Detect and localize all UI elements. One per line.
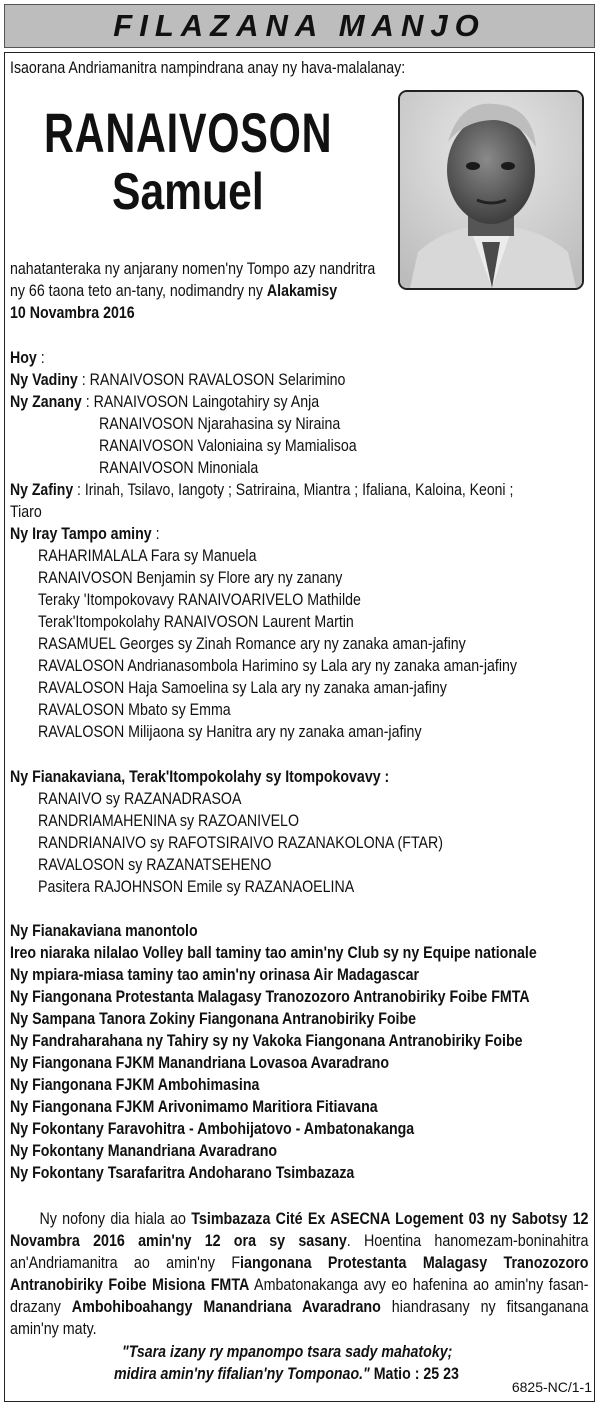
zafiny-value: : Irinah, Tsilavo, Iangoty ; Satriraina, Miantra ; Ifaliana, Kaloina, Keoni ; — [73, 481, 514, 499]
iray-tampo-label: Ny Iray Tampo aminy — [10, 525, 152, 543]
fianakaviana-item: RANDRIAMAHENINA sy RAZOANIVELO — [38, 812, 299, 830]
zanany-item: RANAIVOSON Minoniala — [99, 459, 259, 477]
iray-tampo-item: RASAMUEL Georges sy Zinah Romance ary ny zanaka aman-jafiny — [38, 635, 466, 653]
death-line-2-text: ny 66 taona teto an-tany, nodimandry ny — [10, 282, 267, 300]
iray-tampo-item: RANAIVOSON Benjamin sy Flore ary ny zanany — [38, 569, 343, 587]
fianakaviana-item: RAVALOSON sy RAZANATSEHENO — [38, 856, 272, 874]
funeral-burial-place: Ambohiboahangy Manandriana Avaradrano — [71, 1298, 381, 1316]
verse-line-2 — [114, 1363, 459, 1385]
zanany-first: : RANAIVOSON Laingotahiry sy Anja — [81, 393, 320, 411]
death-line-1: nahatanteraka ny anjarany nomen'ny Tompo azy nandritra — [10, 260, 376, 278]
vady-value: : RANAIVOSON RAVALOSON Selarimino — [77, 371, 346, 389]
deceased-surname: RANAIVOSON — [44, 101, 333, 164]
organization-item: Ny Fandraharahana ny Tahiry sy ny Vakoka Fiangonana Antranobiriky Foibe — [10, 1032, 523, 1050]
organization-item: Ny Fiangonana FJKM Ambohimasina — [10, 1076, 260, 1094]
vady-label: Ny Vadiny — [10, 371, 78, 389]
fianakaviana-item: RANAIVO sy RAZANADRASOA — [38, 790, 242, 808]
header-title: FILAZANA MANJO — [113, 8, 486, 43]
organization-item: Ny Sampana Tanora Zokiny Fiangonana Antranobiriky Foibe — [10, 1010, 417, 1028]
portrait-image — [400, 92, 582, 288]
vady-line — [10, 369, 345, 391]
organization-item: Ny Fokontany Tsarafaritra Andoharano Tsimbazaza — [10, 1164, 355, 1182]
funeral-church: iangonana Protestanta Malagasy Tranozozoro Antranobiriky Foibe Misiona FMTA — [10, 1254, 589, 1294]
zafiny-line — [10, 479, 513, 501]
organization-item: Ny Fokontany Manandriana Avaradrano — [10, 1142, 278, 1160]
fianakaviana-item: Pasitera RAJOHNSON Emile sy RAZANAOELINA — [38, 878, 355, 896]
iray-tampo-colon: : — [151, 525, 160, 543]
iray-tampo-item: Teraky 'Itompokovavy RANAIVOARIVELO Mathilde — [38, 591, 361, 609]
fianakaviana-item: RANDRIANAIVO sy RAFOTSIRAIVO RAZANAKOLONA (FTAR) — [38, 834, 443, 852]
funeral-text: Ambatonakanga avy eo hafenina ao amin'ny fasan-drazany — [10, 1276, 589, 1316]
intro-text: Isaorana Andriamanitra nampindrana anay ny hava-malalanay: — [10, 59, 406, 77]
iray-tampo-line — [10, 523, 160, 545]
iray-tampo-item: RAVALOSON Milijaona sy Hanitra ary ny zanaka aman-jafiny — [38, 723, 422, 741]
iray-tampo-item: RAVALOSON Andrianasombola Harimino sy Lala ary ny zanaka aman-jafiny — [38, 657, 518, 675]
zanany-line — [10, 391, 319, 413]
organization-item: Ny Fianakaviana manontolo — [10, 922, 198, 940]
death-day: Alakamisy — [266, 282, 338, 300]
funeral-paragraph — [10, 1208, 588, 1340]
deceased-portrait — [398, 90, 584, 290]
death-line-2 — [10, 280, 337, 302]
iray-tampo-item: RAVALOSON Haja Samoelina sy Lala ary ny zanaka aman-jafiny — [38, 679, 447, 697]
deceased-given-name: Samuel — [112, 163, 264, 221]
verse-reference: Matio : 25 23 — [369, 1365, 459, 1383]
zanany-label: Ny Zanany — [10, 393, 82, 411]
funeral-text: Ny nofony dia hiala ao — [39, 1210, 192, 1228]
zafiny-label: Ny Zafiny — [10, 481, 74, 499]
funeral-text: hiandrasany ny fitsanganana amin'ny maty. — [10, 1298, 589, 1338]
verse-text: midira amin'ny fifalian'ny Tomponao." — [114, 1365, 370, 1383]
death-date: 10 Novambra 2016 — [10, 304, 135, 322]
iray-tampo-item: RAVALOSON Mbato sy Emma — [38, 701, 231, 719]
hoy-line — [10, 347, 45, 369]
iray-tampo-item: Terak'Itompokolahy RANAIVOSON Laurent Martin — [38, 613, 354, 631]
notice-reference-code: 6825-NC/1-1 — [511, 1379, 592, 1395]
funeral-text: . Hoentina hanomezam-boninahitra an'Andriamanitra ao amin'ny F — [10, 1232, 589, 1272]
hoy-colon: : — [36, 349, 45, 367]
zanany-item: RANAIVOSON Njarahasina sy Niraina — [99, 415, 341, 433]
organization-item: Ny Fiangonana FJKM Arivonimamo Maritiora Fitiavana — [10, 1098, 378, 1116]
hoy-label: Hoy — [10, 349, 37, 367]
organization-item: Ny Fiangonana FJKM Manandriana Lovasoa Avaradrano — [10, 1054, 390, 1072]
fianakaviana-label: Ny Fianakaviana, Terak'Itompokolahy sy Itompokovavy : — [10, 768, 390, 786]
organization-item: Ny mpiara-miasa taminy tao amin'ny orinasa Air Madagascar — [10, 966, 419, 984]
zanany-item: RANAIVOSON Valoniaina sy Mamialisoa — [99, 437, 357, 455]
organization-item: Ny Fiangonana Protestanta Malagasy Tranozozoro Antranobiriky Foibe FMTA — [10, 988, 530, 1006]
organization-item: Ireo niaraka nilalao Volley ball taminy tao amin'ny Club sy ny Equipe nationale — [10, 944, 537, 962]
organization-item: Ny Fokontany Faravohitra - Ambohijatovo - Ambatonakanga — [10, 1120, 415, 1138]
iray-tampo-item: RAHARIMALALA Fara sy Manuela — [38, 547, 257, 565]
zafiny-cont: Tiaro — [10, 503, 42, 521]
funeral-place-time: Tsimbazaza Cité Ex ASECNA Logement 03 ny Sabotsy 12 Novambra 2016 amin'ny 12 ora sy sasany — [10, 1210, 589, 1250]
verse-line-1: "Tsara izany ry mpanompo tsara sady mahatoky; — [122, 1343, 453, 1361]
notice-header — [4, 4, 595, 48]
